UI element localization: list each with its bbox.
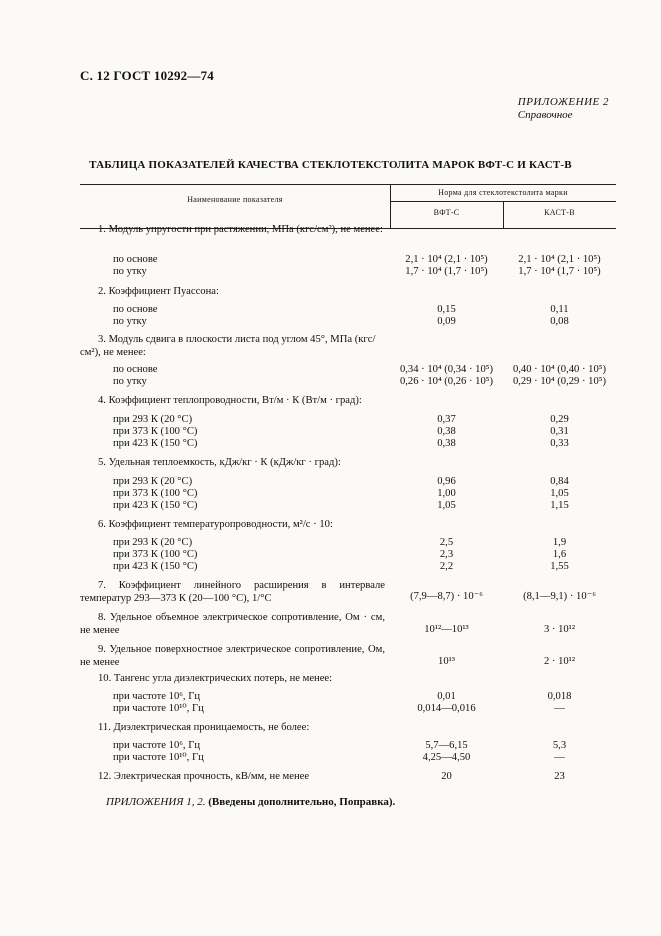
table-top-rule [80, 184, 616, 185]
row-label: 7. Коэффициент линейного расширения в интервале температур 293—373 К (20—100 °С), 1/°С [80, 580, 385, 604]
header-name: Наименование показателя [187, 195, 283, 204]
value-vft: 5,7—6,15 [425, 740, 468, 751]
row-label: при 373 К (100 °С) [113, 426, 198, 437]
row-label: при 293 К (20 °С) [113, 476, 193, 487]
row-label: 12. Электрическая прочность, кВ/мм, не менее [98, 771, 310, 782]
header-col-kast: КАСТ-В [544, 208, 575, 217]
row-label: при частоте 10¹⁰, Гц [113, 752, 204, 763]
value-kast: 0,29 [550, 414, 569, 425]
value-kast: 1,05 [550, 488, 569, 499]
row-label: 2. Коэффициент Пуассона: [98, 286, 219, 297]
value-vft: 2,1 · 10⁴ (2,1 · 10⁵) [405, 254, 488, 265]
value-kast: 0,08 [550, 316, 569, 327]
row-label: по основе [113, 304, 158, 315]
footer-appendix-ref: ПРИЛОЖЕНИЯ 1, 2. [106, 796, 206, 808]
value-kast: 1,9 [552, 537, 567, 548]
footer-note [106, 796, 395, 808]
row-label: по основе [113, 254, 158, 265]
row-label: при 423 К (150 °С) [113, 438, 198, 449]
value-vft: 0,34 · 10⁴ (0,34 · 10⁵) [399, 364, 493, 375]
appendix-type: Справочное [517, 109, 573, 121]
value-vft: 0,96 [437, 476, 456, 487]
value-vft: 0,01 [437, 691, 456, 702]
value-vft: 10¹²—10¹³ [424, 624, 469, 635]
footer-note-text: (Введены дополнительно, Поправка). [208, 796, 396, 808]
value-vft: 0,15 [437, 304, 456, 315]
row-label: при 293 К (20 °С) [113, 537, 193, 548]
row-label: 6. Коэффициент температуропроводности, м²/с · 10: [98, 519, 333, 530]
appendix-label [518, 96, 609, 122]
value-kast: 0,84 [550, 476, 569, 487]
row-label: при 293 К (20 °С) [113, 414, 193, 425]
value-vft: 0,38 [437, 438, 456, 449]
row-label: по утку [113, 376, 147, 387]
row-label: 10. Тангенс угла диэлектрических потерь, не менее: [98, 673, 333, 684]
row-label: при частоте 10⁶, Гц [113, 740, 201, 751]
value-kast: 0,018 [547, 691, 572, 702]
row-label: при 423 К (150 °С) [113, 500, 198, 511]
row-label: при частоте 10⁶, Гц [113, 691, 201, 702]
value-kast: 2 · 10¹² [543, 656, 576, 667]
value-kast: (8,1—9,1) · 10⁻⁶ [523, 591, 596, 602]
value-kast: 23 [554, 771, 565, 782]
value-vft: 20 [441, 771, 452, 782]
value-vft: 2,2 [439, 561, 454, 572]
row-label: 3. Модуль сдвига в плоскости листа под углом 45°, МПа (кгс/см²), не менее: [80, 334, 376, 358]
table-title: ТАБЛИЦА ПОКАЗАТЕЛЕЙ КАЧЕСТВА СТЕКЛОТЕКСТОЛИТА МАРОК ВФТ-С И КАСТ-В [89, 159, 572, 171]
value-vft: 0,26 · 10⁴ (0,26 · 10⁵) [399, 376, 493, 387]
header-col-vft: ВФТ-С [433, 208, 460, 217]
value-kast: — [554, 703, 565, 714]
page-header: С. 12 ГОСТ 10292—74 [80, 68, 214, 83]
value-vft: 1,7 · 10⁴ (1,7 · 10⁵) [405, 266, 488, 277]
value-kast: 0,29 · 10⁴ (0,29 · 10⁵) [512, 376, 606, 387]
value-vft: 0,014—0,016 [417, 703, 476, 714]
row-label: по основе [113, 364, 158, 375]
row-label: 4. Коэффициент теплопроводности, Вт/м · К (Вт/м · град): [98, 395, 362, 406]
row-label: при 373 К (100 °С) [113, 549, 198, 560]
value-kast: 5,3 [552, 740, 567, 751]
value-kast: 1,55 [550, 561, 569, 572]
value-vft: 2,5 [439, 537, 454, 548]
header-group: Норма для стеклотекстолита марки [438, 188, 568, 197]
value-kast: 0,11 [550, 304, 569, 315]
value-kast: 1,7 · 10⁴ (1,7 · 10⁵) [518, 266, 601, 277]
row-label: при частоте 10¹⁰, Гц [113, 703, 204, 714]
value-vft: 0,38 [437, 426, 456, 437]
row-label: 9. Удельное поверхностное электрическое сопротивление, Ом, не менее [80, 644, 385, 668]
appendix-number: ПРИЛОЖЕНИЕ 2 [517, 96, 609, 108]
value-kast: — [554, 752, 565, 763]
value-vft: 4,25—4,50 [422, 752, 471, 763]
value-kast: 1,15 [550, 500, 569, 511]
value-kast: 0,33 [550, 438, 569, 449]
row-label: по утку [113, 266, 147, 277]
row-label: 5. Удельная теплоемкость, кДж/кг · К (кДж/кг · град): [98, 457, 341, 468]
value-vft: (7,9—8,7) · 10⁻⁶ [410, 591, 483, 602]
value-kast: 0,40 · 10⁴ (0,40 · 10⁵) [512, 364, 606, 375]
row-label: по утку [113, 316, 147, 327]
value-vft: 0,37 [437, 414, 456, 425]
value-kast: 2,1 · 10⁴ (2,1 · 10⁵) [518, 254, 601, 265]
row-label: 11. Диэлектрическая проницаемость, не более: [98, 722, 310, 733]
row-label: при 423 К (150 °С) [113, 561, 198, 572]
row-label: 1. Модуль упругости при растяжении, МПа (кгс/см²), не менее: [98, 224, 383, 235]
value-vft: 1,00 [437, 488, 456, 499]
value-vft: 1,05 [437, 500, 456, 511]
value-vft: 0,09 [437, 316, 456, 327]
row-label: при 373 К (100 °С) [113, 488, 198, 499]
value-kast: 3 · 10¹² [543, 624, 576, 635]
value-vft: 2,3 [439, 549, 454, 560]
row-label: 8. Удельное объемное электрическое сопротивление, Ом · см, не менее [80, 612, 385, 636]
value-vft: 10¹³ [438, 656, 455, 667]
value-kast: 1,6 [552, 549, 567, 560]
value-kast: 0,31 [550, 426, 569, 437]
